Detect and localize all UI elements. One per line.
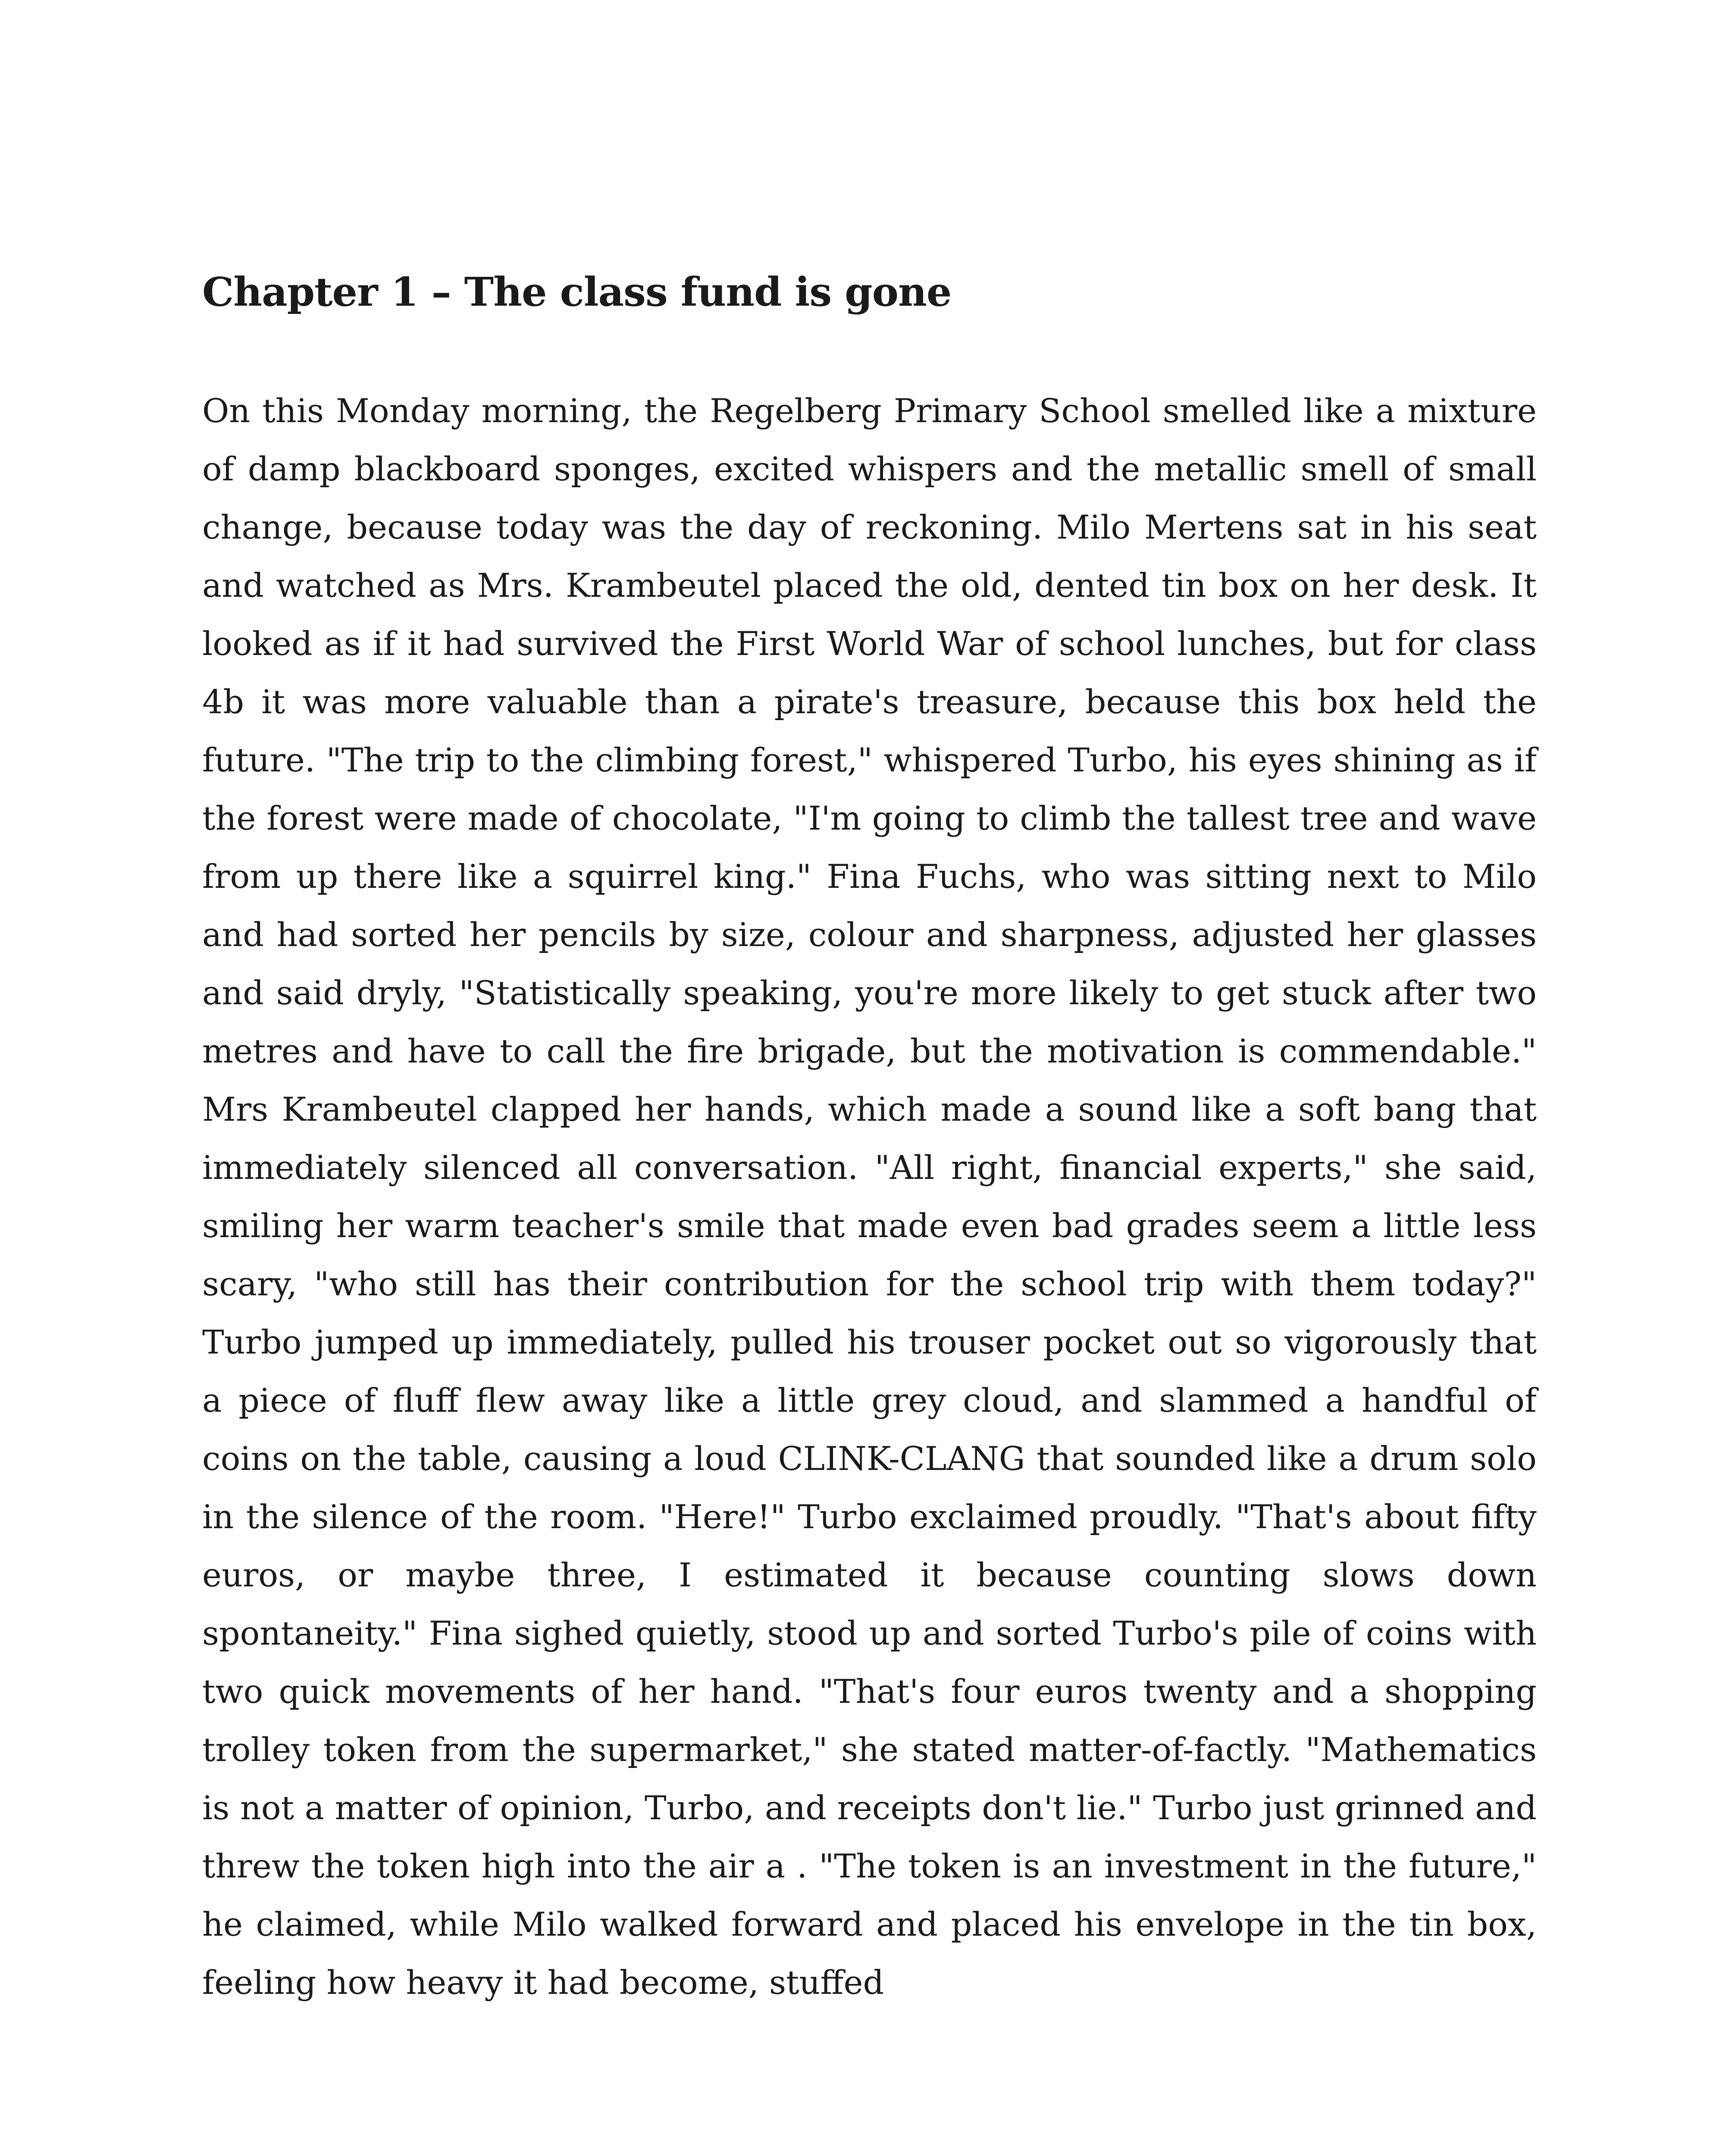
page-content bbox=[202, 267, 1537, 2012]
body-paragraph: On this Monday morning, the Regelberg Primary School smelled like a mixture of damp blackboard sponges, excited whispers and the metallic smell of small change, because today was the day of reckoning. Milo Mertens sat in his seat and watched as Mrs. Krambeutel placed the old, dented tin box on her desk. It looked as if it had survived the First World War of school lunches, but for class 4b it was more valuable than a pirate's treasure, because this box held the future. "The trip to the climbing forest," whispered Turbo, his eyes shining as if the forest were made of chocolate, "I'm going to climb the tallest tree and wave from up there like a squirrel king." Fina Fuchs, who was sitting next to Milo and had sorted her pencils by size, colour and sharpness, adjusted her glasses and said dryly, "Statistically speaking, you're more likely to get stuck after two metres and have to call the fire brigade, but the motivation is commendable." Mrs Krambeutel clapped her hands, which made a sound like a soft bang that immediately silenced all conversation. "All right, financial experts," she said, smiling her warm teacher's smile that made even bad grades seem a little less scary, "who still has their contribution for the school trip with them today?" Turbo jumped up immediately, pulled his trouser pocket out so vigorously that a piece of fluff flew away like a little grey cloud, and slammed a handful of coins on the table, causing a loud CLINK-CLANG that sounded like a drum solo in the silence of the room. "Here!" Turbo exclaimed proudly. "That's about fifty euros, or maybe three, I estimated it because counting slows down spontaneity." Fina sighed quietly, stood up and sorted Turbo's pile of coins with two quick movements of her hand. "That's four euros twenty and a shopping trolley token from the supermarket," she stated matter-of-factly. "Mathematics is not a matter of opinion, Turbo, and receipts don't lie." Turbo just grinned and threw the token high into the air a . "The token is an investment in the future," he claimed, while Milo walked forward and placed his envelope in the tin box, feeling how heavy it had become, stuffed bbox=[202, 392, 1537, 2002]
chapter-title: Chapter 1 – The class fund is gone bbox=[202, 269, 952, 315]
